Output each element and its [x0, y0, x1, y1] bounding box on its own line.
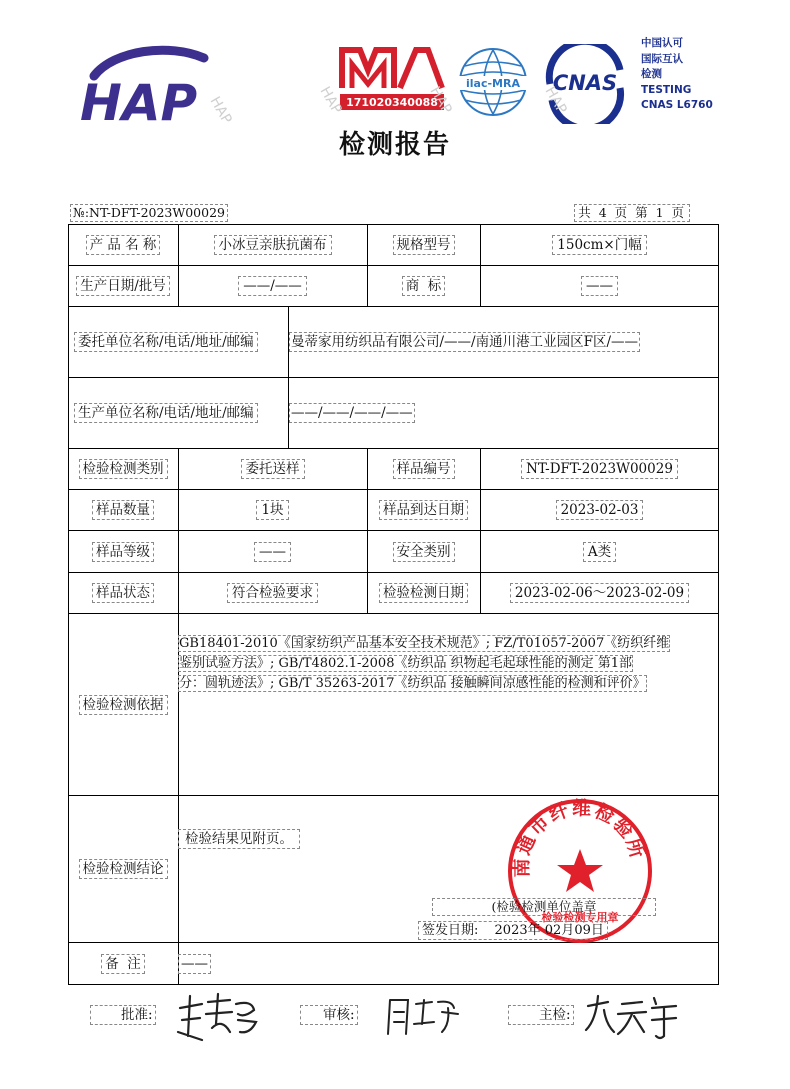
cnas-text: CNAS — [552, 71, 618, 95]
safety-label: 安全类别 — [393, 542, 455, 562]
test-type-value: 委托送样 — [241, 459, 305, 479]
producer-value: ——/——/——/—— — [291, 405, 413, 421]
conclusion-label: 检验检测结论 — [79, 859, 168, 879]
client-cell — [289, 307, 719, 377]
product-name-value: 小冰豆亲肤抗菌布 — [214, 235, 332, 255]
remark-label-cell — [68, 943, 178, 984]
sample-no-label: 样品编号 — [393, 459, 455, 479]
sample-no-cell — [480, 449, 719, 489]
prod-date-value: ——/—— — [238, 276, 307, 296]
client-label: 委托单位名称/电话/地址/邮编 — [74, 332, 258, 352]
arrival-cell — [480, 490, 719, 530]
client-label-cell — [68, 307, 288, 377]
arrival-value: 2023-02-03 — [556, 500, 644, 520]
page-count: 共 4 页 第 1 页 — [574, 204, 690, 222]
spec-label: 规格型号 — [393, 235, 455, 255]
remark-value: —— — [178, 954, 211, 974]
producer-label: 生产单位名称/电话/地址/邮编 — [74, 403, 258, 423]
remark-label: 备 注 — [101, 954, 145, 974]
spec-label-cell — [367, 225, 480, 265]
sample-qty-label-cell — [68, 490, 178, 530]
ilac-text: ilac-MRA — [466, 77, 520, 90]
status-label: 样品状态 — [92, 583, 154, 603]
basis-line: 分：圆轨迹法》; GB/T 35263-2017《纺织品 接触瞬间凉感性能的检测和评价》 — [179, 676, 646, 691]
sample-qty-value: 1块 — [256, 500, 288, 520]
issue-month: 02月 — [544, 923, 575, 938]
watermark-text: HAP — [541, 84, 570, 117]
cnas-info-line: CNAS L6760 — [641, 99, 713, 111]
seal-caption: (检验检测单位盖章 — [432, 898, 656, 916]
test-type-label-cell — [68, 449, 178, 489]
inspector-signature — [582, 990, 682, 1042]
cnas-info-line: TESTING — [641, 83, 692, 96]
basis-label: 检验检测依据 — [79, 695, 168, 715]
watermark-text: HAP — [316, 84, 345, 117]
basis-text — [178, 634, 716, 694]
brand-label-cell — [367, 266, 480, 306]
sample-no-label-cell — [367, 449, 480, 489]
status-value: 符合检验要求 — [227, 583, 318, 603]
reviewer-signature — [382, 994, 462, 1038]
cnas-info-line: 国际互认 — [641, 52, 683, 65]
watermark-text: HAP — [206, 94, 235, 127]
arrival-label-cell — [367, 490, 480, 530]
cma-code: 171020340088 — [346, 96, 438, 109]
conclusion-label-cell — [68, 796, 178, 942]
issue-day: 09日 — [574, 923, 604, 938]
issue-date — [418, 921, 608, 940]
status-label-cell — [68, 573, 178, 613]
basis-line: GB18401-2010《国家纺织产品基本安全技术规范》; FZ/T01057-2007《纺织纤维 — [179, 636, 670, 651]
basis-label-cell — [68, 614, 178, 795]
brand-value: —— — [581, 276, 618, 296]
prod-date-label-cell — [68, 266, 178, 306]
producer-cell — [289, 378, 719, 448]
test-type-cell — [178, 449, 367, 489]
test-type-label: 检验检测类别 — [79, 459, 168, 479]
approve-label: 批准: — [90, 1005, 156, 1025]
status-cell — [178, 573, 367, 613]
cnas-info-line: 中国认可 — [641, 37, 683, 49]
hap-logo — [74, 38, 214, 128]
seal-ring-text: 南通市纤维检验所 — [510, 797, 649, 878]
prod-date-label: 生产日期/批号 — [76, 276, 170, 296]
inspect-label: 主检: — [508, 1005, 574, 1025]
approver-signature — [172, 988, 262, 1044]
issue-date-label: 签发日期: — [422, 923, 479, 938]
test-date-label: 检验检测日期 — [379, 583, 468, 603]
test-date-cell — [480, 573, 719, 613]
safety-label-cell — [367, 531, 480, 572]
safety-cell — [480, 531, 719, 572]
product-name-cell — [178, 225, 367, 265]
client-value: 曼蒂家用纺织品有限公司/——/南通川港工业园区F区/—— — [291, 334, 639, 350]
issue-year: 2023年 — [494, 923, 541, 938]
conclusion-text: 检验结果见附页。 — [178, 829, 300, 849]
basis-line: 鉴别试验方法》; GB/T4802.1-2008《纺织品 织物起毛起球性能的测定 第1部 — [179, 656, 633, 671]
spec-cell — [480, 225, 719, 265]
seal-bottom-text: 检验检测专用章 — [541, 911, 619, 924]
sample-qty-cell — [178, 490, 367, 530]
sample-no-value: NT-DFT-2023W00029 — [521, 459, 678, 479]
prod-date-cell — [178, 266, 367, 306]
watermark-text: HAP — [426, 84, 455, 117]
producer-label-cell — [68, 378, 288, 448]
test-date-label-cell — [367, 573, 480, 613]
cnas-info-line: 检测 — [641, 68, 662, 80]
sample-qty-label: 样品数量 — [92, 500, 154, 520]
test-date-value: 2023-02-06～2023-02-09 — [510, 583, 689, 603]
remark-cell — [178, 943, 211, 984]
product-name-label: 产 品 名 称 — [86, 235, 161, 255]
brand-label: 商 标 — [402, 276, 446, 296]
review-label: 审核: — [300, 1005, 358, 1025]
grade-value: —— — [254, 542, 291, 562]
safety-value: A类 — [583, 542, 616, 562]
page-title: 检测报告 — [338, 130, 451, 160]
grade-cell — [178, 531, 367, 572]
brand-cell — [480, 266, 719, 306]
hap-logo-text: HAP — [80, 74, 198, 128]
grade-label-cell — [68, 531, 178, 572]
report-number: №:NT-DFT-2023W00029 — [70, 204, 228, 222]
product-name-label-cell — [68, 225, 178, 265]
spec-value: 150cm×门幅 — [552, 235, 646, 255]
arrival-label: 样品到达日期 — [379, 500, 468, 520]
grade-label: 样品等级 — [92, 542, 154, 562]
